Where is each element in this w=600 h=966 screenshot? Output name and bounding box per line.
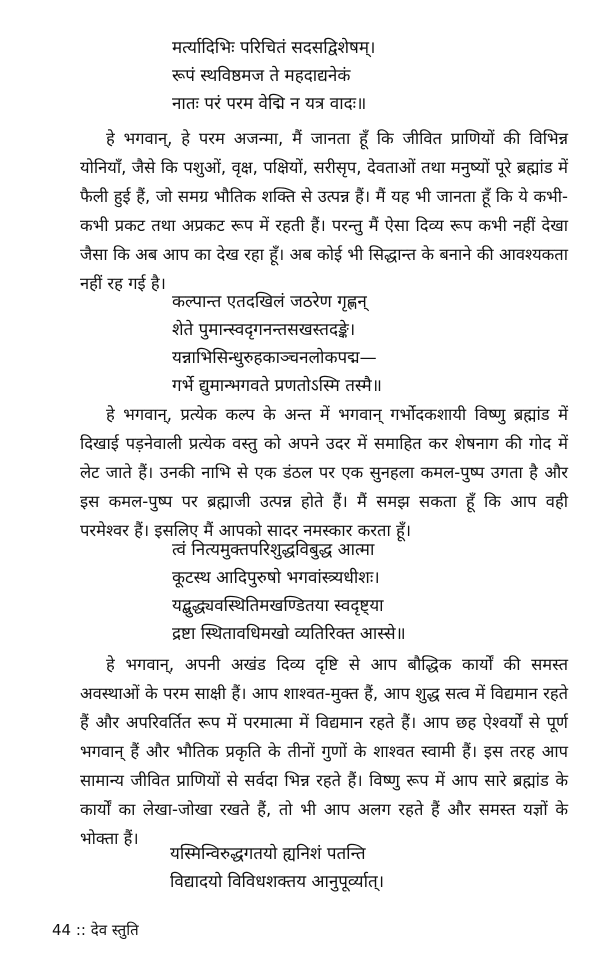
verse-line: द्रष्टा स्थितावधिमखो व्यतिरिक्त आस्से॥ [172, 624, 406, 644]
book-title: देव स्तुति [90, 921, 139, 939]
translation-paragraph-2 [80, 400, 568, 545]
translation-paragraph-3 [80, 650, 568, 853]
sanskrit-verse-1 [172, 34, 572, 118]
verse-line: विद्यादयो विविधशक्तय आनुपूर्व्यात्। [170, 872, 385, 892]
page-number: 44 [52, 921, 72, 939]
footer-separator: :: [75, 921, 86, 939]
page-footer [52, 920, 139, 940]
sanskrit-verse-3 [172, 536, 572, 648]
paragraph-text: हे भगवान्, प्रत्येक कल्प के अन्त में भगवान् गर्भोदकशायी विष्णु ब्रह्मांड में दिखाई पड़नेवाली प्रत्येक वस्तु को अपने उदर में समाहित कर शेषनाग की गोद में लेट जाते हैं। उनकी नाभि से एक डंठल पर एक सुनहला कमल-पुष्प उगता है और इस कमल-पुष्प पर ब्रह्माजी उत्पन्न होते हैं। मैं समझ सकता हूँ कि आप वही परमेश्वर हैं। इसलिए मैं आपको सादर नमस्कार करता हूँ। [80, 405, 568, 540]
verse-line: शेते पुमान्स्वदृगनन्तसखस्तदङ्के। [172, 320, 356, 340]
paragraph-text: हे भगवान्, अपनी अखंड दिव्य दृष्टि से आप बौद्धिक कार्यों की समस्त अवस्थाओं के परम साक्षी हैं। आप शाश्वत-मुक्त हैं, आप शुद्ध सत्व में विद्यमान रहते हैं और अपरिवर्तित रूप में परमात्मा में विद्यमान रहते हैं। आप छह ऐश्वर्यों से पूर्ण भगवान् हैं और भौतिक प्रकृति के तीनों गुणों के शाश्वत स्वामी हैं। इस तरह आप सामान्य जीवित प्राणियों से सर्वदा भिन्न रहते हैं। विष्णु रूप में आप सारे ब्रह्मांड के कार्यों का लेखा-जोखा रखते हैं, तो भी आप अलग रहते हैं और समस्त यज्ञों के भोक्ता हैं। [80, 655, 568, 848]
verse-line: यस्मिन्विरुद्धगतयो ह्यनिशं पतन्ति [170, 844, 366, 864]
verse-line: यन्नाभिसिन्धुरुहकाञ्चनलोकपद्म— [172, 348, 377, 368]
verse-line: त्वं नित्यमुक्तपरिशुद्धविबुद्ध आत्मा [172, 540, 375, 560]
verse-line: गर्भे द्युमान्भगवते प्रणतोऽस्मि तस्मै॥ [172, 376, 382, 396]
verse-line: कल्पान्त एतदखिलं जठरेण गृह्णन् [172, 292, 367, 312]
verse-line: यद्बुद्ध्यवस्थितिमखण्डितया स्वदृष्ट्या [172, 596, 384, 616]
verse-line: नातः परं परम वेद्मि न यत्र वादः॥ [172, 94, 367, 114]
sanskrit-verse-4 [170, 840, 570, 896]
verse-line: मर्त्यादिभिः परिचितं सदसद्विशेषम्। [172, 38, 376, 58]
paragraph-text: हे भगवान्, हे परम अजन्मा, मैं जानता हूँ कि जीवित प्राणियों की विभिन्न योनियाँ, जैसे कि पशुओं, वृक्ष, पक्षियों, सरीसृप, देवताओं तथा मनुष्यों पूरे ब्रह्मांड में फैली हुई हैं, जो समग्र भौतिक शक्ति से उत्पन्न हैं। मैं यह भी जानता हूँ कि ये कभी-कभी प्रकट तथा अप्रकट रूप में रहती हैं। परन्तु मैं ऐसा दिव्य रूप कभी नहीं देखा जैसा कि अब आप का देख रहा हूँ। अब कोई भी सिद्धान्त के बनाने की आवश्यकता नहीं रह गई है। [80, 129, 568, 293]
translation-paragraph-1 [80, 124, 568, 298]
sanskrit-verse-2 [172, 288, 572, 400]
verse-line: कूटस्थ आदिपुरुषो भगवांस्त्र्यधीशः। [172, 568, 380, 588]
verse-line: रूपं स्थविष्ठमज ते महदाद्यनेकं [172, 66, 351, 86]
